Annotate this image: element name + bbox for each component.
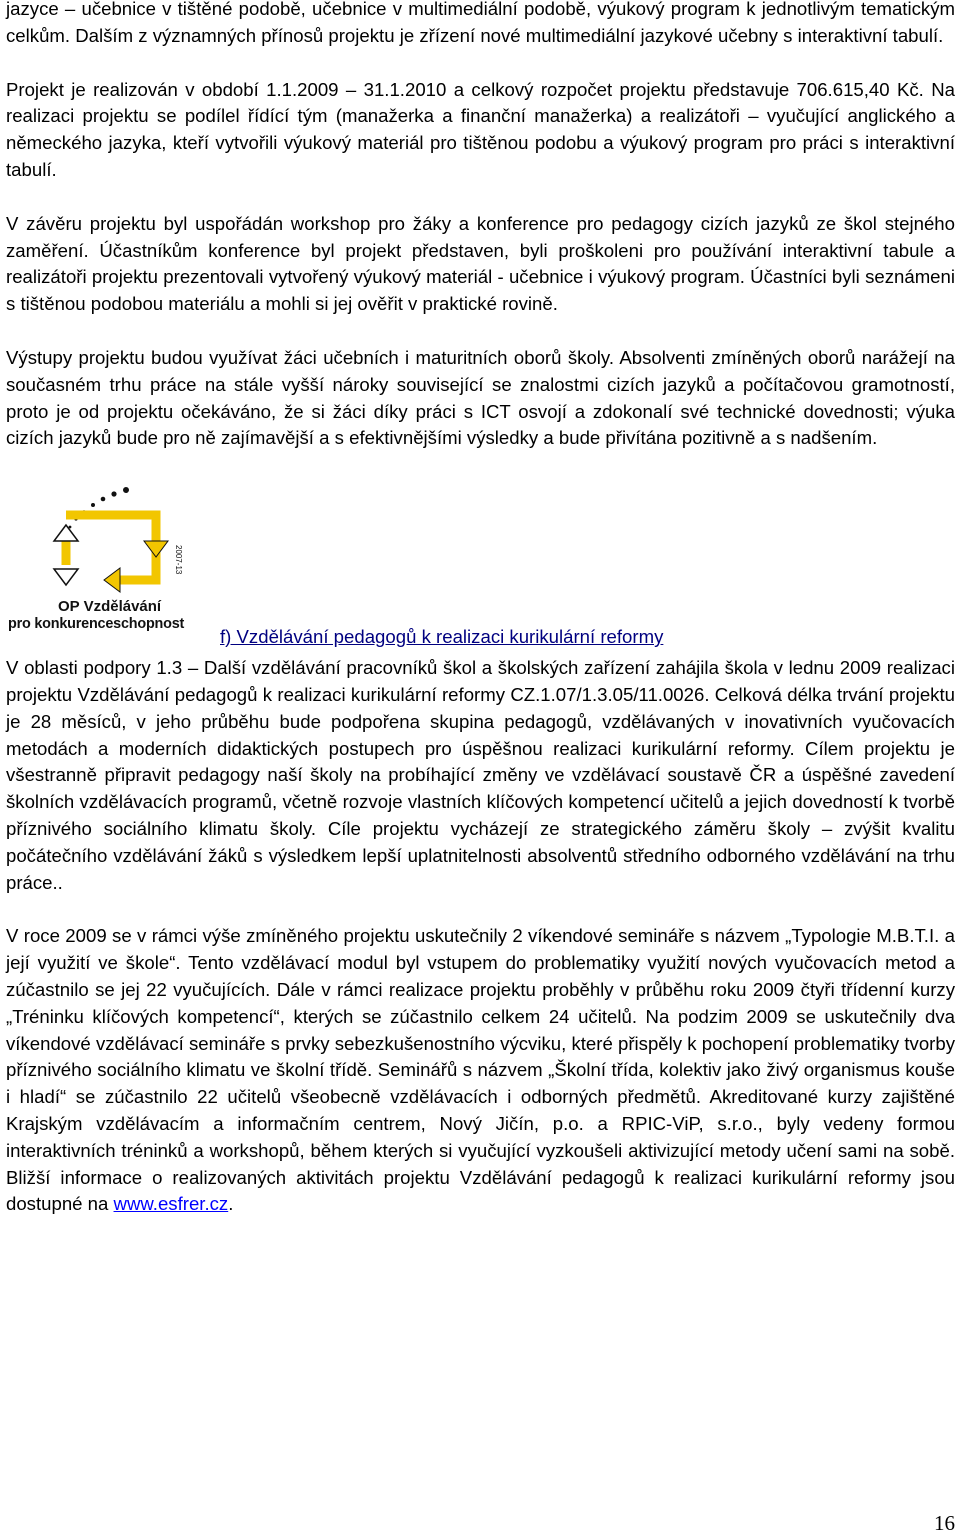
- paragraph-6: [6, 923, 955, 1218]
- section-heading-link[interactable]: f) Vzdělávání pedagogů k realizaci kurikulární reformy: [220, 626, 664, 648]
- paragraph-3: V závěru projektu byl uspořádán workshop pro žáky a konference pro pedagogy cizích jazyků ze škol stejného zaměření. Účastníkům konference byl projekt představen, byli proškoleni pro používání interaktivní tabule a realizátoři projektu prezentovali vytvořený výukový materiál - učebnice i výukový program. Účastníci byli seznámeni s tištěnou podobou materiálu a mohli si jej ověřit v praktické rovině.: [6, 212, 955, 315]
- paragraph-4: Výstupy projektu budou využívat žáci učebních i maturitních oborů školy. Absolventi zmíněných oborů narážejí na současném trhu práce na stále vyšší nároky související se znalostmi cizích jazyků a počítačovou gramotností, proto je od projektu očekáváno, že si žáci díky práci s ICT osvojí a zdokonalí své technické dovednosti; výuka cizích jazyků bude pro ně zajímavější a s efektivnějšími výsledky a bude přivítána pozitivně a s nadšením.: [6, 346, 955, 449]
- logo-row: [6, 485, 955, 655]
- paragraph-2: Projekt je realizován v období 1.1.2009 – 31.1.2010 a celkový rozpočet projektu představuje 706.615,40 Kč. Na realizaci projektu se podílel řídící tým (manažerka a finanční manažerka) a realizátoři – vyučující anglického a německého jazyka, kteří vytvořili výukový materiál pro tištěnou podobu a výukový program pro práci s interaktivní tabulí.: [6, 78, 955, 180]
- op-vzdelavani-logo: [6, 485, 212, 645]
- paragraph-6-text: V roce 2009 se v rámci výše zmíněného projektu uskutečnily 2 víkendové semináře s názvem „Typologie M.B.T.I. a její využití ve škole“. Tento vzdělávací modul byl vstupem do problematiky využití nových vyučovacích metod a zúčastnilo se jej 22 vyučujících. Dále v rámci realizace projektu proběhly v průběhu roku 2009 čtyři třídenní kurzy „Tréninku klíčových kompetencí“, kterých se zúčastnilo celkem 24 učitelů. Na podzim 2009 se uskutečnily dva víkendové vzdělávací semináře s prvky sebezkušenostního výcviku, které přispěly k pochopení problematiky tvorby příznivého sociálního klimatu ve školní třídě. Seminářů s názvem „Školní třída, kolektiv jako živý organismus kouše i hladí“ se zúčastnilo 22 učitelů všeobecně vzdělávacích i odborných předmětů. Akreditované kurzy zajištěné Krajským vzdělávacím a informačním centrem, Nový Jičín, p.o. a RPIC-ViP, s.r.o., byly vedeny formou interaktivních tréninků a workshopů, během kterých si vyučující vyzkoušeli aktivizující metody učení sami na sobě. Bližší informace o realizovaných aktivitách projektu Vzdělávání pedagogů k realizaci kurikulární reformy jsou dostupné na: [6, 925, 955, 1215]
- document-page: [6, 0, 955, 1218]
- logo-dots: [69, 487, 129, 528]
- paragraph-6-end: .: [228, 1193, 234, 1215]
- paragraph-1: jazyce – učebnice v tištěné podobě, učebnice v multimediální podobě, výukový program k jednotlivým tematickým celkům. Dalším z významných přínosů projektu je zřízení nové multimediální jazykové učebny s interaktivní tabulí.: [6, 0, 955, 46]
- logo-title: OP Vzdělávání: [58, 598, 162, 616]
- logo-subtitle: pro konkurenceschopnost: [8, 616, 185, 633]
- esfrer-link[interactable]: www.esfrer.cz: [113, 1193, 229, 1215]
- logo-side-text: 2007-13: [174, 545, 183, 575]
- paragraph-5: V oblasti podpory 1.3 – Další vzdělávání pracovníků škol a školských zařízení zahájila škola v lednu 2009 realizaci projektu Vzdělávání pedagogů k realizaci kurikulární reformy CZ.1.07/1.3.05/11.0026. Celková délka trvání projektu je 28 měsíců, v jeho průběhu bude podpořena skupina pedagogů, vzdělávaných v inovativních vyučovacích metodách a moderních didaktických postupech pro úspěšnou realizaci kurikulární reformy. Cílem projektu je všestranně připravit pedagogy naší školy na probíhající změny ve vzdělávací soustavě ČR a úspěšné zavedení školních vzdělávacích programů, včetně rozvoje vlastních klíčových kompetencí učitelů a jejich dovedností k tvorbě příznivého sociálního klimatu školy. Cíle projektu vycházejí ze strategického záměru školy – zvýšit kvalitu počátečního vzdělávání žáků s výsledkem lepší uplatnitelnosti absolventů středního odborného vzdělávání na trhu práce..: [6, 657, 955, 893]
- logo-square: [66, 515, 156, 580]
- page-number: 16: [934, 1511, 955, 1535]
